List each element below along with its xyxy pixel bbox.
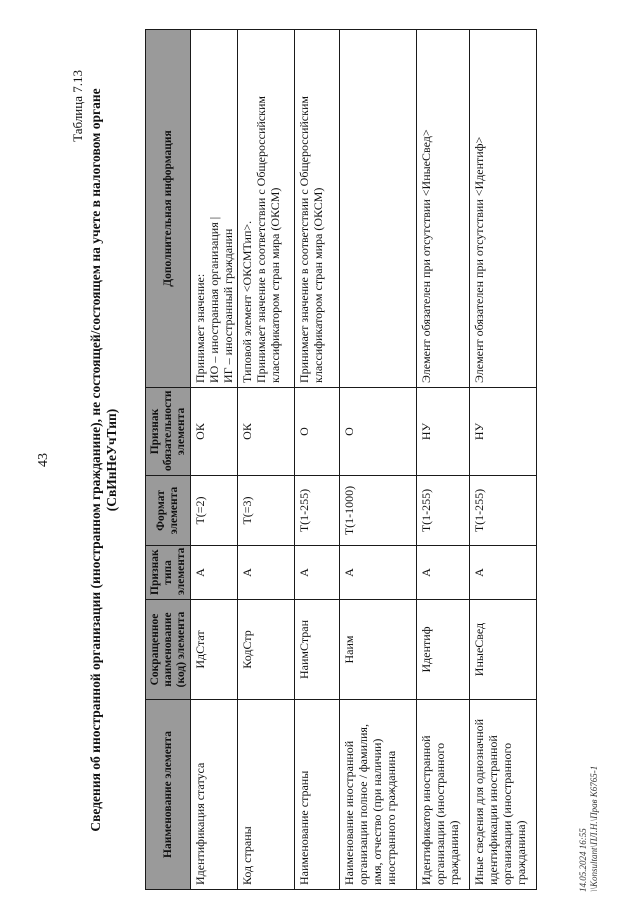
- cell-required: НУ: [470, 388, 537, 476]
- cell-name: Наименование страны: [295, 700, 340, 890]
- table-row: [417, 30, 470, 890]
- cell-info: [295, 30, 340, 388]
- header-code: Сокращенное наименование (код) элемента: [146, 600, 191, 700]
- cell-type: А: [191, 546, 238, 600]
- table-row: [295, 30, 340, 890]
- cell-info: [417, 30, 470, 388]
- info-line: Принимает значение в соответствии с Общероссийским классификатором стран мира (ОКСМ): [254, 96, 282, 383]
- table-row: [470, 30, 537, 890]
- elements-table: [145, 29, 537, 890]
- cell-format: Т(=2): [191, 476, 238, 546]
- cell-info: [238, 30, 295, 388]
- cell-type: А: [238, 546, 295, 600]
- cell-type: А: [470, 546, 537, 600]
- info-line: Элемент обязателен при отсутствии <Идентиф>: [472, 136, 486, 383]
- cell-code: ИныеСвед: [470, 600, 537, 700]
- cell-name: Наименование иностранной организации полное / фамилия, имя, отчество (при наличии) иностранного гражданина: [340, 700, 417, 890]
- cell-info: [470, 30, 537, 388]
- info-line: Элемент обязателен при отсутствии <ИныеСвед>: [419, 129, 433, 383]
- cell-code: КодСтр: [238, 600, 295, 700]
- table-title: [88, 60, 120, 860]
- header-format: Формат элемента: [146, 476, 191, 546]
- cell-format: Т(1-255): [295, 476, 340, 546]
- cell-type: А: [417, 546, 470, 600]
- info-line: Принимает значение:: [193, 273, 207, 383]
- header-row: [146, 30, 191, 890]
- title-line-1: Сведения об иностранной организации (иностранном гражданине), не состоящей/состоящем на учете в налоговом органе: [88, 88, 103, 832]
- cell-code: НаимСтран: [295, 600, 340, 700]
- print-footer: [578, 766, 600, 892]
- header-required: Признак обязательности элемента: [146, 388, 191, 476]
- cell-name: Идентификатор иностранной организации (иностранного гражданина): [417, 700, 470, 890]
- header-info: Дополнительная информация: [146, 30, 191, 388]
- header-type: Признак типа элемента: [146, 546, 191, 600]
- cell-info: [191, 30, 238, 388]
- page-number: 43: [36, 453, 51, 467]
- cell-name: Идентификация статуса: [191, 700, 238, 890]
- cell-required: ОК: [238, 388, 295, 476]
- info-line: ИО – иностранная организация |: [207, 216, 221, 383]
- footer-path: \\Konsultant\ПЛ.Н.\Прав К6765-1: [589, 765, 599, 892]
- cell-code: ИдСтат: [191, 600, 238, 700]
- cell-format: Т(1-1000): [340, 476, 417, 546]
- cell-code: Идентиф: [417, 600, 470, 700]
- cell-info: [340, 30, 417, 388]
- title-line-2: (СвИнНеУчТип): [104, 408, 119, 512]
- cell-required: О: [340, 388, 417, 476]
- header-name: Наименование элемента: [146, 700, 191, 890]
- table-row: [340, 30, 417, 890]
- cell-type: А: [340, 546, 417, 600]
- cell-code: Наим: [340, 600, 417, 700]
- info-line: Типовой элемент <ОКСМТип>.: [240, 220, 254, 383]
- cell-type: А: [295, 546, 340, 600]
- info-line: Принимает значение в соответствии с Общероссийским классификатором стран мира (ОКСМ): [297, 96, 325, 383]
- cell-name: Код страны: [238, 700, 295, 890]
- info-line: ИГ – иностранный гражданин: [221, 228, 235, 383]
- cell-format: Т(1-255): [470, 476, 537, 546]
- table-row: [191, 30, 238, 890]
- cell-required: О: [295, 388, 340, 476]
- cell-required: НУ: [417, 388, 470, 476]
- cell-format: Т(=3): [238, 476, 295, 546]
- cell-name: Иные сведения для однозначной идентификации иностранной организации (иностранного гражданина): [470, 700, 537, 890]
- table-row: [238, 30, 295, 890]
- cell-required: ОК: [191, 388, 238, 476]
- table-label: Таблица 7.13: [70, 70, 85, 142]
- cell-format: Т(1-255): [417, 476, 470, 546]
- footer-timestamp: 14.05.2024 16:55: [578, 828, 588, 892]
